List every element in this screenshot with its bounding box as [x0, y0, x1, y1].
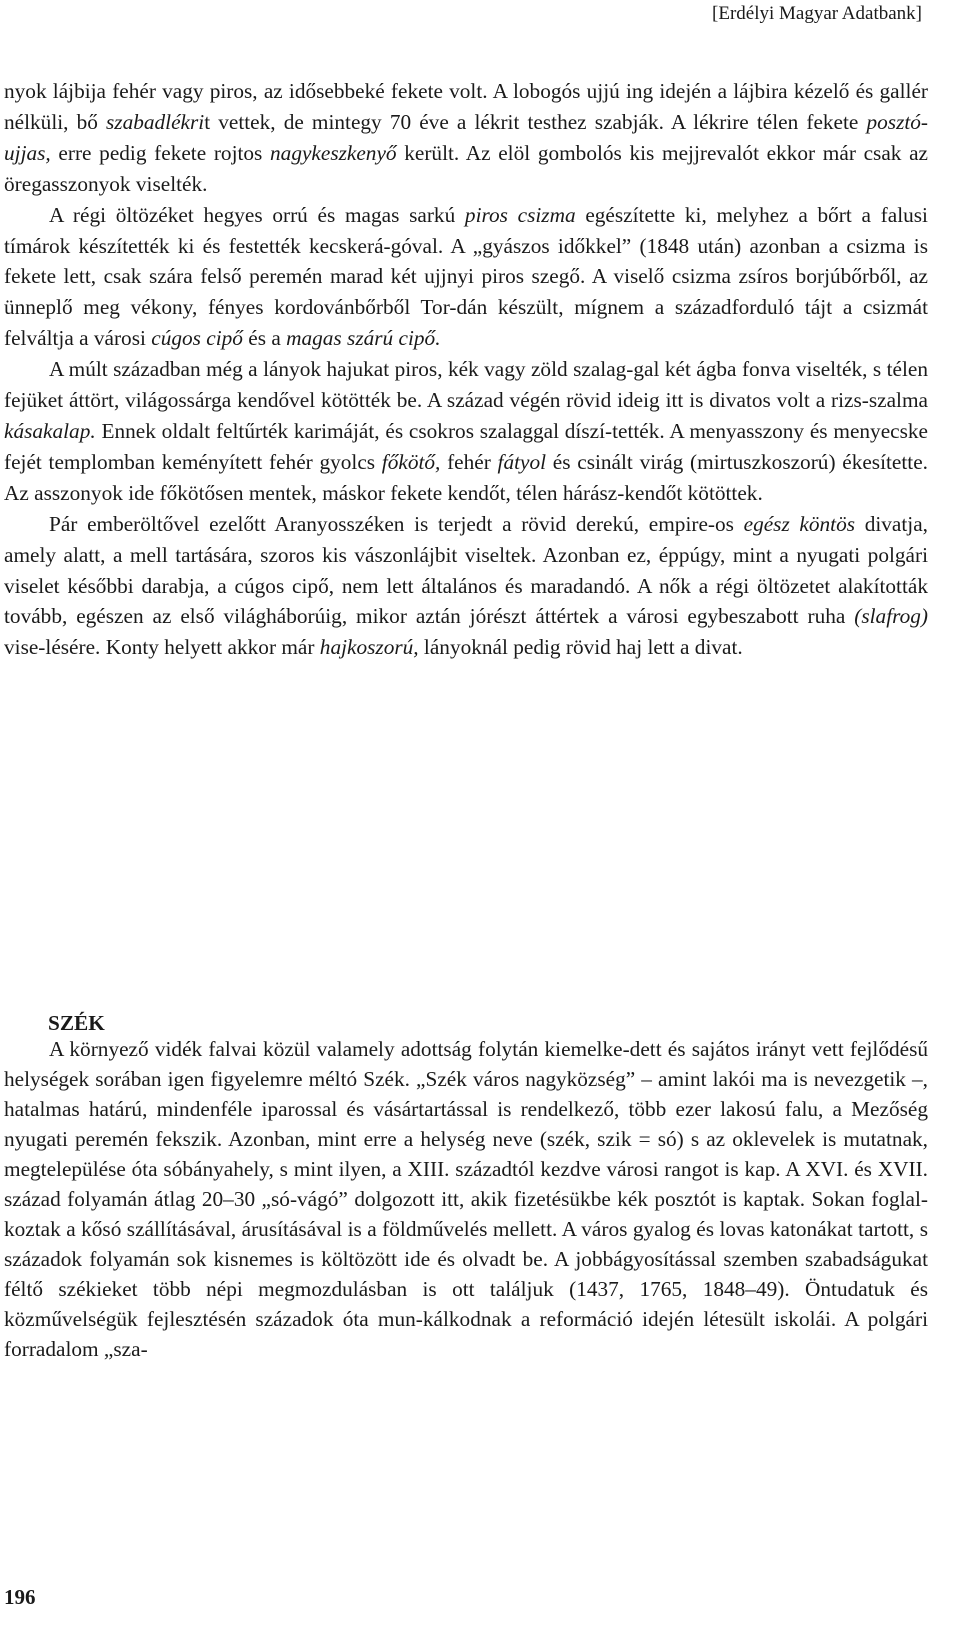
italic-term: (slafrog) — [854, 604, 928, 629]
paragraph: A múlt században még a lányok hajukat piros, kék vagy zöld szalag-gal két ágba fonva viselték, s télen fejüket áttört, világossárga kendővel kötötték be. A század végén rövid ideig itt is divatos volt a rizs-szalma kásakalap. Ennek oldalt feltűrték karimáját, és csokros szalaggal díszí-tették. A menyasszony és menyecske fejét templomban keményített fehér gyolcs főkötő, fehér fátyol és csinált virág (mirtuszkoszorú) ékesítette. Az asszonyok ide főkötősen mentek, máskor fekete kendőt, télen hárász-kendőt kötöttek. — [4, 357, 928, 505]
italic-term: posztó-ujjas, — [4, 109, 929, 165]
page-number: 196 — [4, 1585, 36, 1609]
paragraph: A régi öltözéket hegyes orrú és magas sarkú piros csizma egészítette ki, melyhez a bőrt a falusi tímárok készítették ki és festették kecskerá-góval. A „gyászos időkkel” (1848 után) azonban a csizma is fekete lett, csak szára felső peremén marad két ujjnyi piros szegő. A viselő csizma zsíros borjúbőrből, az ünneplő meg vékony, fényes kordovánbőrből Tor-dán készült, mígnem a századforduló tájt a csizmát felváltja a városi cúgos cipő és a magas szárú cipő. — [4, 202, 928, 351]
section-title: SZÉK — [48, 1011, 105, 1035]
italic-term: nagykeszkenyő — [270, 140, 397, 165]
paragraph: Pár emberöltővel ezelőtt Aranyosszéken is terjedt a rövid derekú, empire-os egész köntös divatja, amely alatt, a mell tartására, szoros kis vászonlájbit viseltek. Azonban ez, éppúgy, mint a nyugati polgári viselet későbbi darabja, a cúgos cipő, nem lett általános és maradandó. A nők a régi öltözetet alakították tovább, egészen az első világháborúig, mikor aztán jórészt áttértek a városi egybeszabott ruha (slafrog) vise-lésére. Konty helyett akkor már hajkoszorú, lányoknál pedig rövid haj lett a divat. — [4, 511, 928, 660]
source-header: [Erdélyi Magyar Adatbank] — [712, 3, 922, 24]
italic-term: cúgos cipő — [151, 326, 243, 351]
italic-term: magas szárú cipő. — [286, 326, 441, 351]
italic-term: szabadlékri — [106, 109, 205, 134]
italic-term: piros csizma — [464, 202, 576, 227]
paragraph: A környező vidék falvai közül valamely adottság folytán kiemelke-dett és sajátos irányt vett fejlődésű helységek sorában igen figyelemre méltó Szék. „Szék város nagyközség” – amint lakói ma is nevezgetik –, hatalmas határú, mindenféle iparossal és vásártartással is rendelkező, több ezer lakosú falu, a Mezőség nyugati peremén fekszik. Azonban, mint erre a helység neve (szék, szik = só) s az oklevelek is mutatnak, megtelepülése óta sóbányahely, s mint ilyen, a XIII. századtól kezdve városi rangot is kap. A XVI. és XVII. század folyamán átlag 20–30 „só-vágó” dolgozott itt, akik fizetésükbe kék posztót is kaptak. Sokan foglal-koztak a kősó szállításával, árusításával is a földművelés mellett. A város gyalog és lovas katonákat tartott, s századok folyamán sok kisnemes is költözött ide és olvadt be. A jobbágyosítással szemben szabadságukat féltő székieket több népi megmozdulásban is ott találjuk (1437, 1765, 1848–49). Öntudatuk és közművelségük fejlesztésén századok óta mun-kálkodnak a reformáció idején létesült iskolái. A polgári forradalom „sza- — [4, 1037, 928, 1361]
italic-term: egész köntös — [743, 511, 856, 536]
body-text — [4, 76, 928, 663]
paragraph: nyok lájbija fehér vagy piros, az idősebbeké fekete volt. A lobogós ujjú ing idején a lájbira kézelő és gallér nélküli, bő szabadlékrit vettek, de mintegy 70 éve a lékrit testhez szabják. A lékrire télen fekete posztó-ujjas, erre pedig fekete rojtos nagykeszkenyő került. Az elöl gombolós kis mejjrevalót ekkor már csak az öregasszonyok viselték. — [4, 79, 929, 196]
italic-term: hajkoszorú, — [319, 635, 419, 660]
section-body — [4, 1034, 928, 1364]
italic-term: fátyol — [497, 449, 547, 474]
italic-term: kásakalap. — [4, 418, 96, 443]
italic-term: főkötő, — [381, 449, 441, 474]
